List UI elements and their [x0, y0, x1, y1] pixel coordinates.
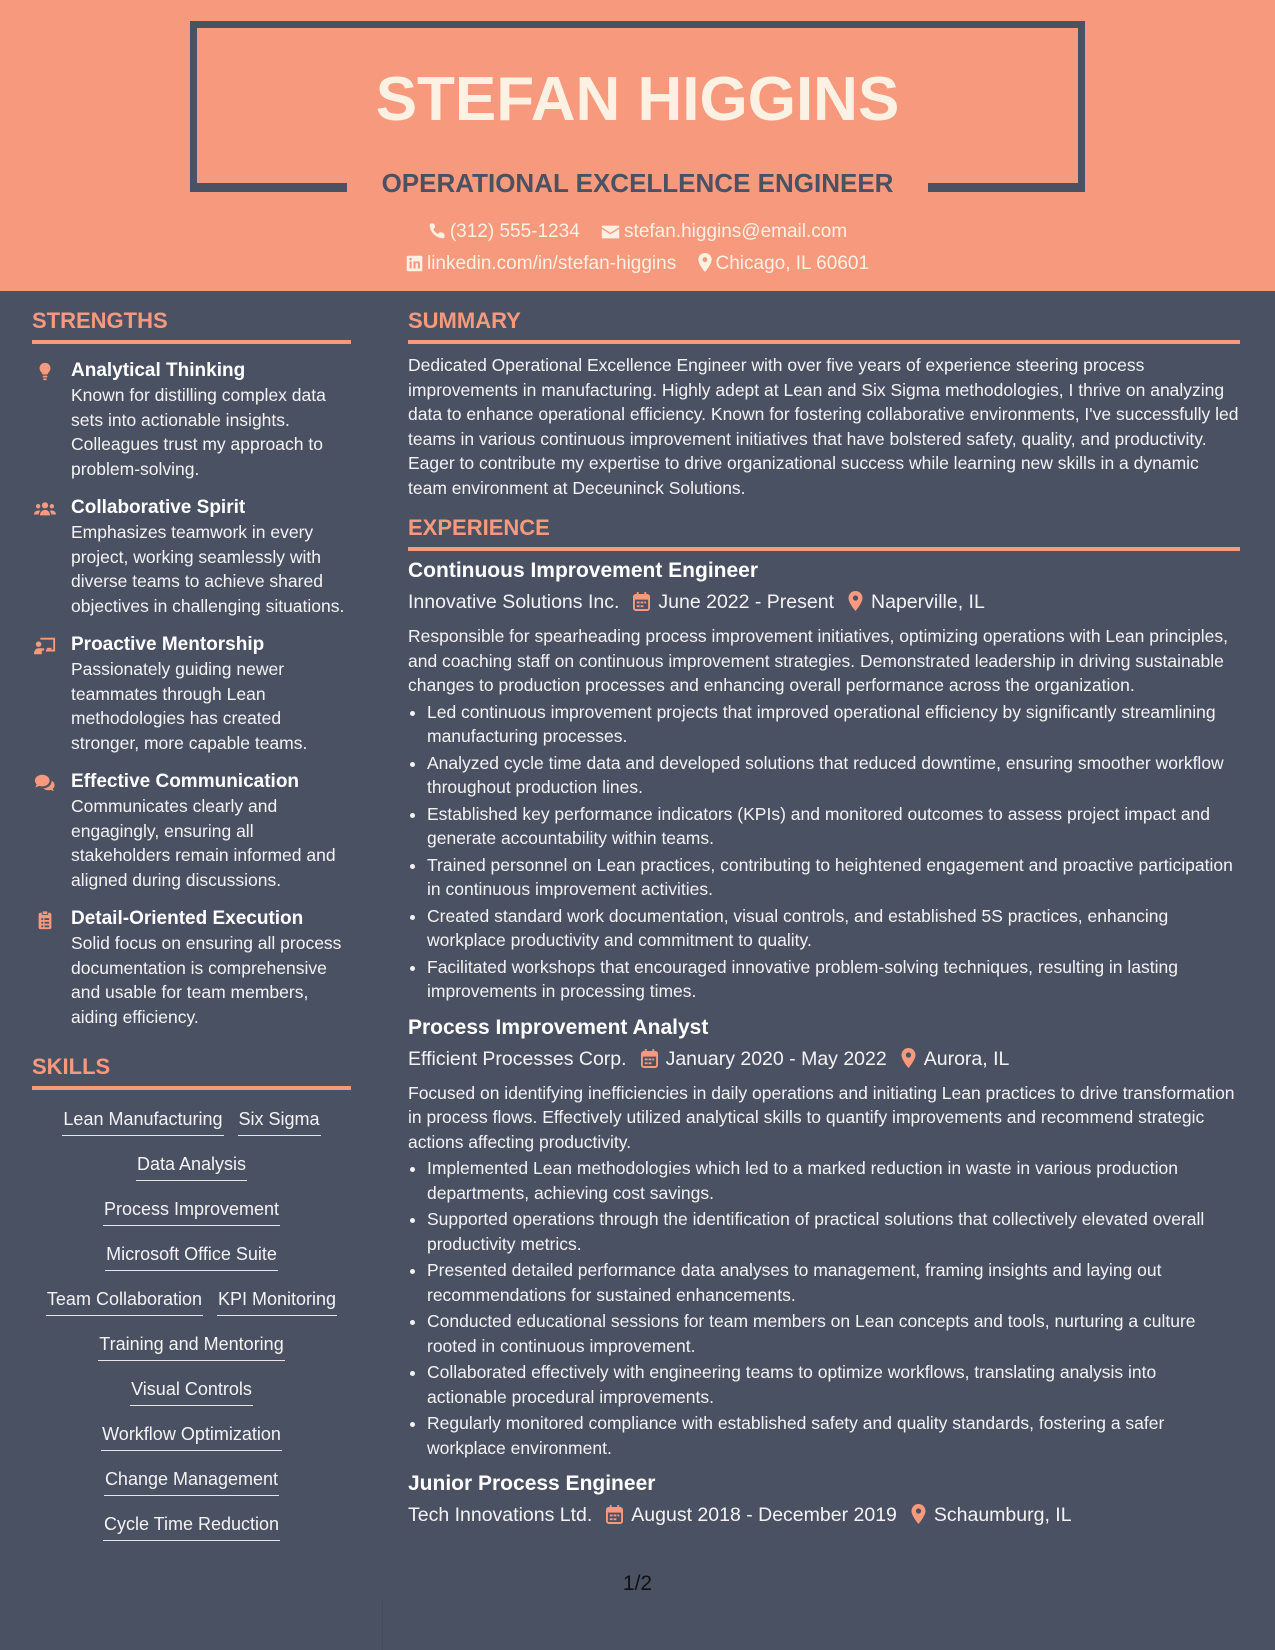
- bullet-item: • Presented detailed performance data analyses to management, framing insights and laying out recommendations for sustained enhancements.: [427, 1258, 1240, 1307]
- email-text: stefan.higgins@email.com: [624, 221, 848, 242]
- bullet-item: • Trained personnel on Lean practices, contributing to heightened engagement and proactive participation in continuous improvement activities.: [427, 853, 1240, 902]
- skill-tag: Cycle Time Reduction: [103, 1511, 280, 1541]
- strength-title: Detail-Oriented Execution: [71, 908, 304, 929]
- experience-entry: [408, 1014, 1240, 1461]
- calendar-icon: [633, 592, 650, 611]
- calendar-icon: [641, 1049, 658, 1068]
- users-icon: [34, 499, 56, 519]
- company-name: Innovative Solutions Inc.: [408, 591, 620, 613]
- strength-desc: Communicates clearly and engagingly, ensuring all stakeholders remain informed and aligned during discussions.: [71, 796, 336, 890]
- strength-item: [32, 632, 351, 755]
- skills-list: [32, 1090, 351, 1556]
- strengths-list: [32, 358, 351, 1029]
- map-marker-icon: [698, 253, 712, 272]
- skill-tag: Microsoft Office Suite: [105, 1241, 278, 1271]
- page-number: 1/2: [622, 1572, 653, 1595]
- bullet-item: • Analyzed cycle time data and developed solutions that reduced downtime, ensuring smoother workflow throughout production lines.: [427, 751, 1240, 800]
- strength-title: Proactive Mentorship: [71, 634, 265, 655]
- strength-item: [32, 906, 351, 1029]
- skill-tag: Team Collaboration: [46, 1286, 203, 1316]
- bullet-item: • Created standard work documentation, visual controls, and established 5S practices, enhancing workplace productivity and commitment to quality.: [427, 904, 1240, 953]
- bullet-item: • Implemented Lean methodologies which led to a marked reduction in waste in various production departments, achieving cost savings.: [427, 1156, 1240, 1205]
- clipboard-list-icon: [34, 910, 56, 930]
- bullet-item: • Facilitated workshops that encouraged innovative problem-solving techniques, resulting in lasting improvements in processing times.: [427, 955, 1240, 1004]
- job-description: Focused on identifying inefficiencies in daily operations and initiating Lean practices to drive transformation in process flows. Effectively utilized analytical skills to quantify improvements and recommend strategic actions affecting productivity.: [408, 1082, 1235, 1152]
- contact-row-1: [0, 219, 1275, 245]
- contact-row-2: [0, 251, 1275, 277]
- location-text: Naperville, IL: [871, 591, 985, 613]
- dates-text: August 2018 - December 2019: [631, 1504, 897, 1526]
- skill-tag: Visual Controls: [130, 1376, 253, 1406]
- strength-desc: Solid focus on ensuring all process documentation is comprehensive and usable for team members, aiding efficiency.: [71, 933, 342, 1027]
- skill-tag: Change Management: [104, 1466, 279, 1496]
- bullet-item: • Supported operations through the identification of practical solutions that collectively elevated overall productivity metrics.: [427, 1207, 1240, 1256]
- skill-tag: Data Analysis: [136, 1151, 247, 1181]
- experience-entry: [408, 1470, 1240, 1529]
- job-title: Process Improvement Analyst: [408, 1015, 709, 1039]
- skill-tag: Six Sigma: [238, 1106, 321, 1136]
- location-text: Aurora, IL: [923, 1047, 1010, 1070]
- company-name: Efficient Processes Corp.: [408, 1047, 627, 1070]
- experience-entry: [408, 557, 1240, 1004]
- job-location: [848, 588, 985, 616]
- left-column: [32, 291, 351, 1556]
- map-marker-icon: [901, 1048, 916, 1068]
- skill-tag: KPI Monitoring: [217, 1286, 337, 1316]
- email-contact[interactable]: [601, 219, 847, 245]
- location-contact: [698, 251, 870, 277]
- linkedin-contact[interactable]: [406, 251, 676, 277]
- chalkboard-teacher-icon: [34, 636, 56, 656]
- job-meta: [408, 588, 1240, 616]
- envelope-icon: [601, 224, 620, 240]
- candidate-name: STEFAN HIGGINS: [375, 65, 900, 134]
- skill-tag: Training and Mentoring: [98, 1331, 284, 1361]
- skill-tag: Workflow Optimization: [101, 1421, 282, 1451]
- bullet-item: • Led continuous improvement projects that improved operational efficiency by significantly streamlining manufacturing processes.: [427, 700, 1240, 749]
- dates-text: June 2022 - Present: [658, 591, 835, 613]
- job-role: OPERATIONAL EXCELLENCE ENGINEER: [381, 168, 894, 198]
- linkedin-icon: [406, 255, 423, 272]
- experience-heading: EXPERIENCE: [408, 514, 1240, 551]
- job-meta: [408, 1501, 1240, 1529]
- strength-item: [32, 495, 351, 618]
- summary-text: Dedicated Operational Excellence Engineer with over five years of experience steering process improvements in manufacturing. Highly adept at Lean and Six Sigma methodologies, I thrive on analyzing data to enhance operational efficiency. Known for fostering collaborative environments, I've successfully led teams in various continuous improvement initiatives that have bolstered safety, quality, and productivity. Eager to contribute my expertise to drive organizational success while learning new skills in a dynamic team environment at Deceuninck Solutions.: [408, 355, 1239, 498]
- calendar-icon: [606, 1505, 623, 1524]
- location-text: Chicago, IL 60601: [715, 253, 870, 274]
- job-dates: [641, 1045, 887, 1073]
- strength-item: [32, 769, 351, 892]
- strength-title: Effective Communication: [71, 771, 300, 792]
- map-marker-icon: [911, 1504, 926, 1524]
- linkedin-text: linkedin.com/in/stefan-higgins: [426, 253, 677, 274]
- phone-contact[interactable]: [428, 219, 580, 245]
- strength-desc: Emphasizes teamwork in every project, working seamlessly with diverse teams to achieve shared objectives in challenging situations.: [71, 522, 345, 616]
- job-dates: [606, 1501, 897, 1529]
- job-title: Junior Process Engineer: [408, 1472, 656, 1495]
- skill-tag: Process Improvement: [103, 1196, 280, 1226]
- bullet-item: • Established key performance indicators (KPIs) and monitored outcomes to assess project impact and generate accountability within teams.: [427, 802, 1240, 851]
- lightbulb-icon: [34, 362, 56, 382]
- job-title: Continuous Improvement Engineer: [408, 559, 759, 582]
- dates-text: January 2020 - May 2022: [665, 1047, 887, 1070]
- job-meta: [408, 1045, 1240, 1073]
- strength-item: [32, 358, 351, 481]
- location-text: Schaumburg, IL: [933, 1504, 1072, 1526]
- column-divider: [382, 1600, 383, 1650]
- comments-icon: [34, 773, 56, 793]
- bullet-item: • Regularly monitored compliance with established safety and quality standards, fostering a safer workplace environment.: [427, 1411, 1240, 1460]
- bullet-item: • Conducted educational sessions for team members on Lean concepts and tools, nurturing a culture rooted in continuous improvement.: [427, 1309, 1240, 1358]
- job-dates: [633, 588, 834, 616]
- job-bullets: [408, 700, 1240, 1004]
- right-column: [408, 291, 1240, 1529]
- map-marker-icon: [848, 591, 863, 611]
- job-location: [911, 1501, 1072, 1529]
- header-banner: [0, 0, 1275, 291]
- skills-heading: SKILLS: [32, 1053, 351, 1090]
- summary-heading: SUMMARY: [408, 307, 1240, 344]
- skill-tag: Lean Manufacturing: [62, 1106, 223, 1136]
- job-description: Responsible for spearheading process improvement initiatives, optimizing operations with Lean principles, and coaching staff on continuous improvement strategies. Demonstrated leadership in driving sustainable changes to production processes and enhancing overall performance across the organization.: [408, 626, 1229, 695]
- job-bullets: [408, 1156, 1240, 1460]
- company-name: Tech Innovations Ltd.: [408, 1504, 593, 1526]
- bullet-item: • Collaborated effectively with engineering teams to optimize workflows, translating analysis into actionable procedural improvements.: [427, 1360, 1240, 1409]
- job-location: [901, 1045, 1010, 1073]
- strength-desc: Known for distilling complex data sets into actionable insights. Colleagues trust my approach to problem-solving.: [71, 385, 326, 479]
- strengths-heading: STRENGTHS: [32, 307, 351, 344]
- phone-text: (312) 555-1234: [449, 221, 580, 242]
- strength-title: Collaborative Spirit: [71, 497, 246, 518]
- phone-icon: [428, 222, 446, 240]
- strength-title: Analytical Thinking: [71, 360, 246, 381]
- strength-desc: Passionately guiding newer teammates through Lean methodologies has created stronger, more capable teams.: [71, 659, 308, 753]
